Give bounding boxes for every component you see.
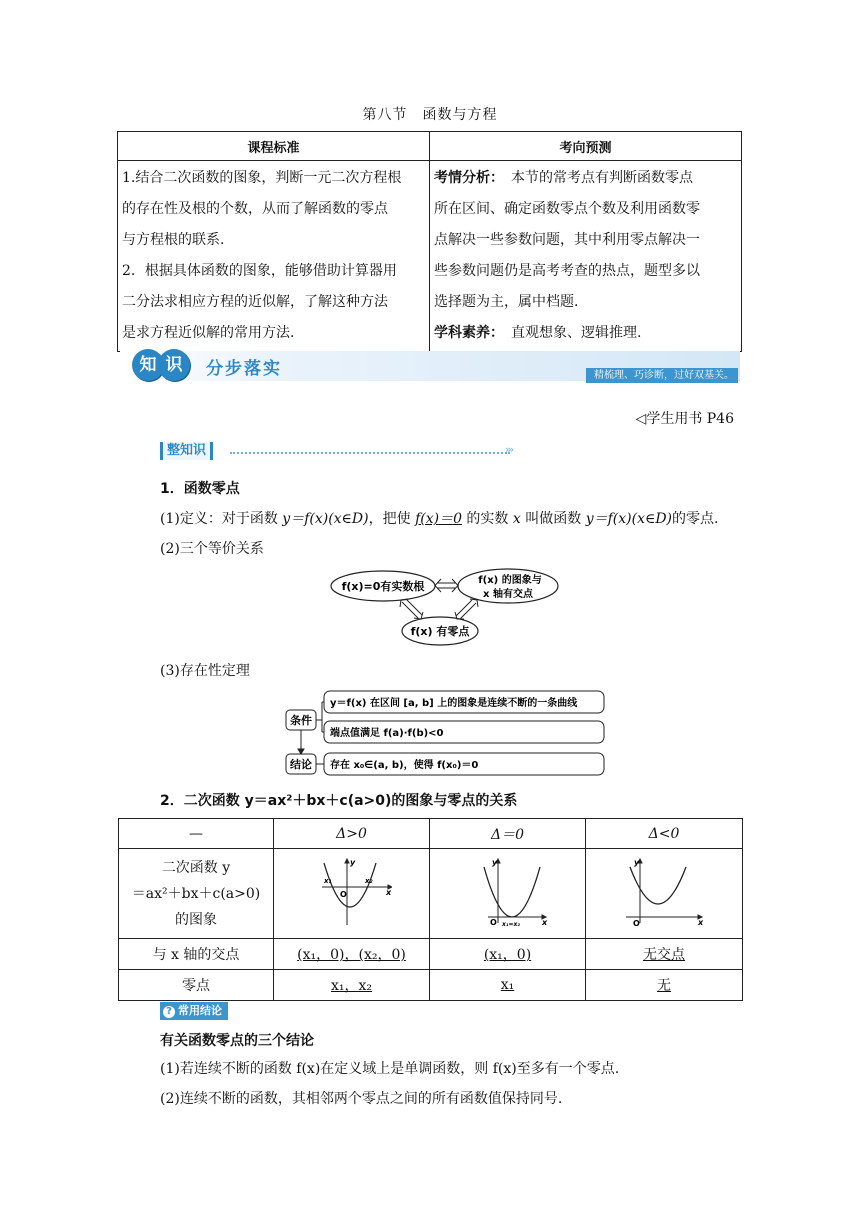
equiv-right-text-1: f(x) 的图象与 — [478, 575, 542, 586]
quad-header-dash: — — [119, 819, 274, 849]
zeros-zero: x₁ — [500, 977, 515, 993]
intersect-label: 与 x 轴的交点 — [119, 939, 274, 970]
quad-header-pos: Δ>0 — [336, 825, 367, 842]
common-conclusion-chip: ? 常用结论 — [160, 1002, 228, 1020]
graph-row-label: 二次函数 y ＝ax²＋bx＋c(a>0) 的图象 — [119, 849, 274, 939]
knowledge-banner — [120, 345, 740, 385]
s2-title: 2．二次函数 y＝ax²＋bx＋c(a>0)的图象与零点的关系 — [160, 793, 518, 809]
svg-text:O: O — [633, 918, 640, 927]
svg-text:x₁: x₁ — [323, 876, 332, 885]
page-reference: ◁学生用书 P46 — [635, 411, 734, 427]
parabola-one-root-graph — [468, 857, 548, 927]
svg-text:x: x — [385, 887, 391, 897]
svg-text:y: y — [349, 857, 355, 867]
conclusion-title: 有关函数零点的三个结论 — [160, 1033, 314, 1049]
svg-text:x: x — [698, 917, 704, 927]
quad-header-neg: Δ<0 — [648, 825, 680, 842]
forecast-cell: 考情分析： 本节的常考点有判断函数零点 所在区间、确定函数零点个数及利用函数零 点解决一些参数问题，其中利用零点解决一 些参数问题仍是高考考查的热点，题型多以 选择题为主，属中档题. 学科素养： 直观想象、逻辑推理. — [430, 161, 742, 352]
analysis-label: 考情分析： — [434, 170, 497, 186]
svg-text:x₂: x₂ — [364, 876, 373, 885]
exist-title: (3)存在性定理 — [160, 663, 250, 679]
quadratic-table — [118, 818, 743, 1001]
zero-condition: f(x)＝0 — [415, 511, 462, 527]
condition-label: 条件 — [290, 714, 312, 727]
conclusion-label: 结论 — [290, 758, 312, 771]
equiv-bottom-text: f(x) 有零点 — [410, 625, 470, 638]
equivalence-diagram — [330, 566, 560, 648]
s1-title: 1．函数零点 — [160, 481, 240, 497]
standards-cell: 1.结合二次函数的图象，判断一元二次方程根 的存在性及根的个数，从而了解函数的零点 与方程根的联系. 2．根据具体函数的图象，能够借助计算器用 二分法求相应方程的近似解，了解这种方法 是求方程近似解的常用方法. — [118, 161, 430, 352]
definition-line: (1)定义：对于函数 y＝f(x)(x∈D)，把使 f(x)＝0 的实数 x 叫做函数 y＝f(x)(x∈D)的零点. — [160, 511, 719, 527]
condition-row-2: 端点值满足 f(a)·f(b)<0 — [330, 728, 444, 739]
intersect-neg: 无交点 — [643, 947, 685, 963]
zeros-neg: 无 — [657, 978, 671, 994]
chevrons-icon: ››› — [505, 443, 513, 456]
svg-text:y: y — [634, 857, 640, 867]
banner-tag: 精梳理、巧诊断，过好双基关。 — [586, 368, 738, 383]
zero-label: 零点 — [119, 970, 274, 1001]
equiv-title: (2)三个等价关系 — [160, 541, 264, 557]
conclusion-2: (2)连续不断的函数，其相邻两个零点之间的所有函数值保持同号. — [160, 1091, 563, 1107]
svg-text:O: O — [489, 917, 497, 927]
literacy-label: 学科素养： — [434, 325, 497, 341]
header-forecast: 考向预测 — [430, 132, 742, 161]
intersect-zero: (x₁，0) — [483, 947, 532, 963]
parabola-no-root-graph — [624, 857, 704, 927]
condition-row-1: y＝f(x) 在区间 [a, b] 上的图象是连续不断的一条曲线 — [330, 698, 578, 709]
dotted-rule — [230, 452, 510, 454]
zeros-pos: x₁，x₂ — [330, 978, 372, 994]
header-standard: 课程标准 — [118, 132, 430, 161]
section-label: 整知识 — [160, 442, 213, 460]
conclusion-1: (1)若连续不断的函数 f(x)在定义域上是单调函数，则 f(x)至多有一个零点. — [160, 1061, 620, 1077]
quad-header-zero: Δ＝0 — [490, 826, 525, 843]
section-header — [160, 442, 513, 460]
intersect-pos: (x₁，0)，(x₂，0) — [297, 947, 406, 963]
equiv-left-text: f(x)=0有实数根 — [341, 580, 425, 593]
existence-diagram — [284, 688, 608, 780]
standards-table — [117, 131, 742, 352]
parabola-two-roots-graph — [312, 857, 392, 927]
conclusion-row: 存在 x₀∈(a, b)，使得 f(x₀)＝0 — [330, 760, 479, 771]
svg-text:y: y — [491, 857, 497, 867]
page-title: 第八节 函数与方程 — [362, 107, 498, 123]
double-arrow-right-icon — [455, 599, 478, 619]
equiv-right-text-2: x 轴有交点 — [483, 589, 533, 600]
banner-circle-zhi: 知 — [132, 349, 164, 381]
svg-text:x: x — [541, 917, 547, 927]
banner-circle-shi: 识 — [158, 349, 190, 381]
double-arrow-left-icon — [400, 599, 423, 619]
svg-text:O: O — [339, 889, 347, 899]
svg-text:x₁=x₂: x₁=x₂ — [501, 920, 520, 927]
banner-title: 分步落实 — [206, 359, 282, 379]
question-icon: ? — [163, 1006, 175, 1018]
double-arrow-horizontal-icon — [435, 579, 458, 592]
